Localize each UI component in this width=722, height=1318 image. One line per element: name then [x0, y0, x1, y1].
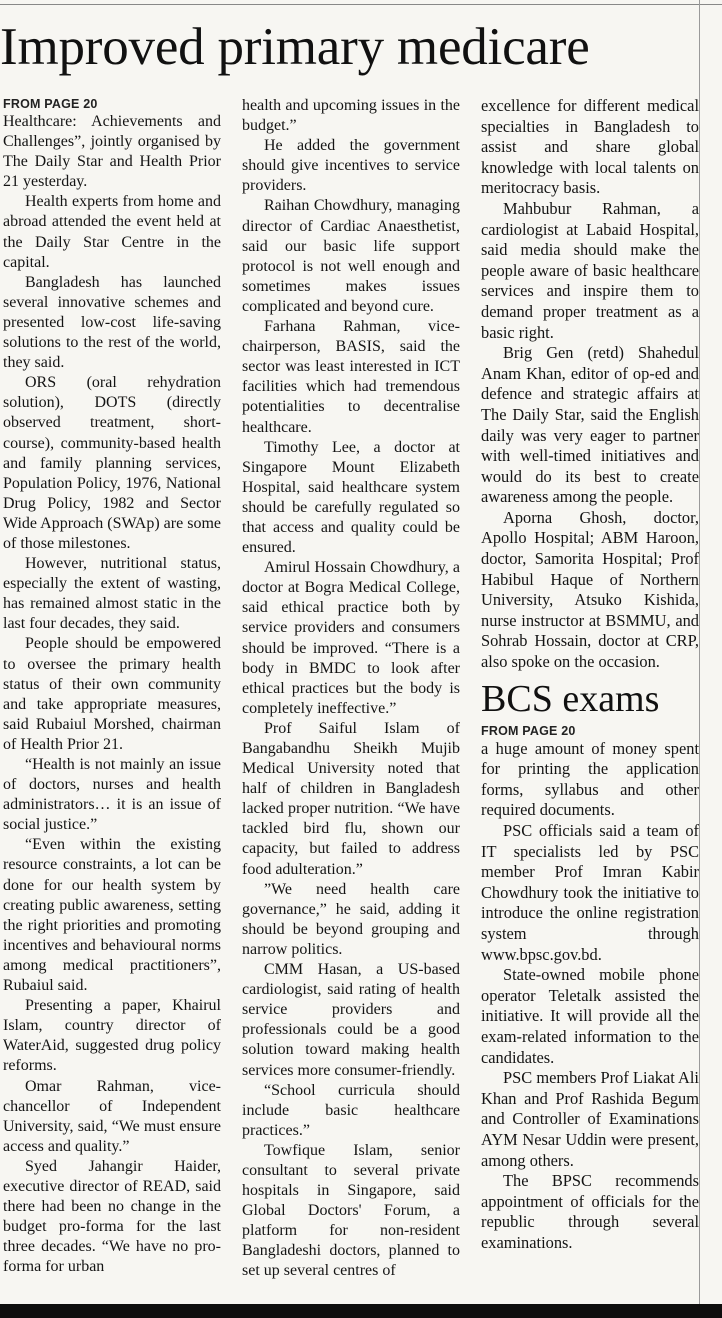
- bottom-edge-bar: [0, 1304, 722, 1318]
- paragraph: Presenting a paper, Khairul Islam, country director of WaterAid, suggested drug policy reforms.: [3, 997, 221, 1075]
- article-column-1: [3, 96, 221, 1277]
- second-article-headline: BCS exams: [481, 677, 660, 720]
- paragraph: Amirul Hossain Chowdhury, a doctor at Bogra Medical College, said ethical practice both by service providers and consumers should be improved. “There is a body in BMDC to look after ethical practices but the body is completely ineffective.”: [242, 559, 460, 717]
- paragraph: “Even within the existing resource constraints, a lot can be done for our health system by creating public awareness, setting the right priorities and promoting incentives and behavioural norms among medical practitioners”, Rubaiul said.: [3, 836, 221, 995]
- paragraph: ”We need health care governance,” he said, adding it should be beyond grouping and narrow politics.: [242, 880, 460, 958]
- paragraph: Towfique Islam, senior consultant to several private hospitals in Singapore, said Global Doctors' Forum, a platform for non-resident Bangladeshi doctors, planned to set up several centres of: [242, 1141, 460, 1280]
- paragraph: Raihan Chowdhury, managing director of Cardiac Anaesthetist, said our basic life support protocol is not well enough and sometimes makes issues complicated and beyond cure.: [242, 197, 460, 315]
- paragraph: “School curricula should include basic healthcare practices.”: [242, 1081, 460, 1139]
- paragraph: PSC officials said a team of IT specialists led by PSC member Prof Imran Kabir Chowdhury took the initiative to introduce the online registration system through www.bpsc.gov.bd.: [481, 821, 699, 964]
- top-rule: [0, 0, 722, 8]
- paragraph: Syed Jahangir Haider, executive director of READ, said there had been no change in the budget pro-forma for the last three decades. “We have no pro-forma for urban: [3, 1157, 221, 1276]
- paragraph: Health experts from home and abroad attended the event held at the Daily Star Centre in the capital.: [3, 193, 221, 271]
- paragraph: Timothy Lee, a doctor at Singapore Mount Elizabeth Hospital, said healthcare system should be carefully regulated so that access and quality could be ensured.: [242, 438, 460, 557]
- paragraph: Bangladesh has launched several innovative schemes and presented low-cost life-saving solutions to the rest of the world, they said.: [3, 273, 221, 372]
- paragraph: ORS (oral rehydration solution), DOTS (directly observed treatment, short-course), community-based health and family planning services, Population Policy, 1976, National Drug Policy, 1982 and Sector Wide Approach (SWAp) are some of those milestones.: [3, 374, 221, 552]
- paragraph: health and upcoming issues in the budget.”: [242, 97, 460, 135]
- paragraph: Healthcare: Achievements and Challenges”, jointly organised by The Daily Star and Health Prior 21 yesterday.: [3, 113, 221, 191]
- paragraph: a huge amount of money spent for printing the application forms, syllabus and other required documents.: [481, 738, 699, 820]
- paragraph: However, nutritional status, especially the extent of wasting, has remained almost static in the last four decades, they said.: [3, 555, 221, 633]
- adjacent-column-edge: [699, 0, 722, 1318]
- paragraph: He added the government should give incentives to service providers.: [242, 137, 460, 195]
- paragraph: State-owned mobile phone operator Teletalk assisted the initiative. It will provide all the exam-related information to the candidates.: [481, 965, 699, 1067]
- article-column-2: [242, 96, 460, 1282]
- paragraph: Aporna Ghosh, doctor, Apollo Hospital; ABM Haroon, doctor, Samorita Hospital; Prof Habibul Haque of Northern University, Atsuko Kishida, nurse instructor at BSMMU, and Sohrab Hossain, doctor at CRP, also spoke on the occasion.: [481, 507, 699, 672]
- paragraph: excellence for different medical specialties in Bangladesh to assist and share global knowledge with local talents on meritocracy basis.: [481, 96, 699, 198]
- paragraph: Farhana Rahman, vice-chairperson, BASIS, said the sector was least interested in ICT facilities which had tremendous potentialities to decentralise healthcare.: [242, 318, 460, 436]
- paragraph: CMM Hasan, a US-based cardiologist, said rating of health service providers and professionals could be a good solution toward making health services more consumer-friendly.: [242, 961, 460, 1079]
- paragraph: Omar Rahman, vice-chancellor of Independent University, said, “We must ensure access and quality.”: [3, 1077, 221, 1155]
- paragraph: Prof Saiful Islam of Bangabandhu Sheikh Mujib Medical University noted that half of children in Bangladesh lacked proper nutrition. “We have tackled bird flu, shown our capacity, but failed to address food adulteration.”: [242, 719, 460, 878]
- paragraph: People should be empowered to oversee the primary health status of their own community and take appropriate measures, said Rubaiul Morshed, chairman of Health Prior 21.: [3, 635, 221, 753]
- paragraph: Brig Gen (retd) Shahedul Anam Khan, editor of op-ed and defence and strategic affairs at The Daily Star, said the English daily was very eager to partner with well-timed initiatives and would do its best to create awareness among the people.: [481, 343, 699, 507]
- continuation-kicker: FROM PAGE 20: [3, 97, 98, 111]
- continuation-kicker: FROM PAGE 20: [481, 723, 576, 738]
- paragraph: Mahbubur Rahman, a cardiologist at Labaid Hospital, said media should make the people aware of basic healthcare services and inspire them to demand proper treatment as a basic right.: [481, 198, 699, 342]
- paragraph: The BPSC recommends appointment of officials for the republic through several examinations.: [481, 1171, 699, 1252]
- headline: Improved primary medicare: [0, 18, 590, 76]
- article-column-3: [481, 96, 699, 1253]
- paragraph: “Health is not mainly an issue of doctors, nurses and health administrators… it is an issue of social justice.”: [3, 756, 221, 834]
- paragraph: PSC members Prof Liakat Ali Khan and Prof Rashida Begum and Controller of Examinations AYM Nesar Uddin were present, among others.: [481, 1068, 699, 1170]
